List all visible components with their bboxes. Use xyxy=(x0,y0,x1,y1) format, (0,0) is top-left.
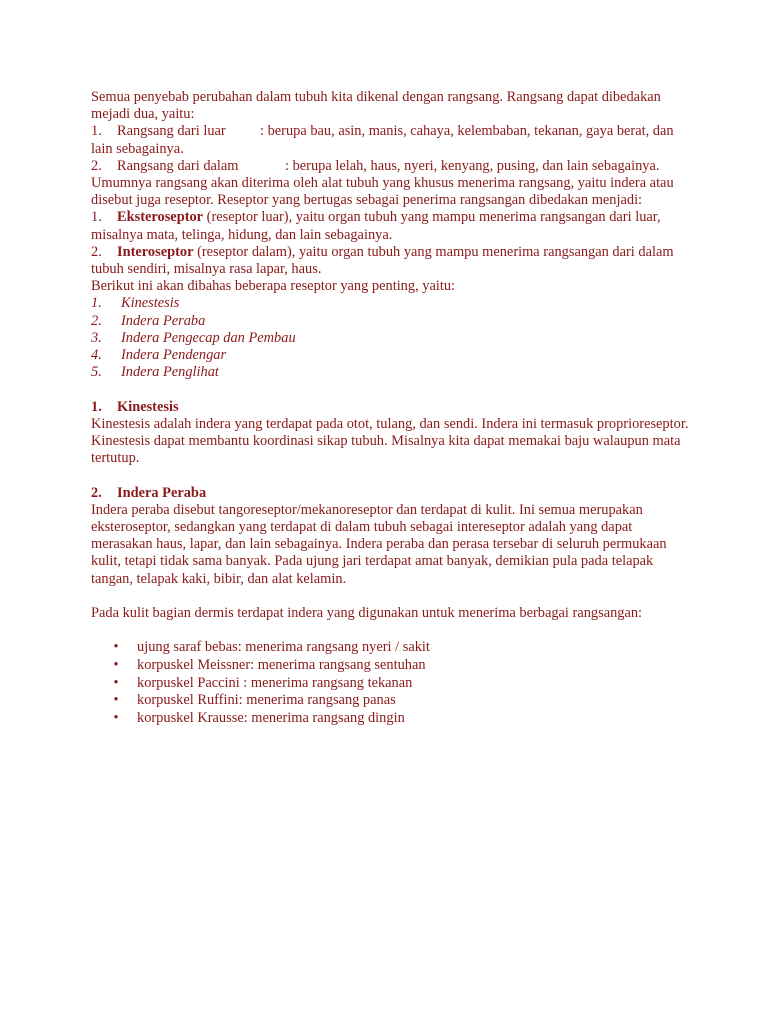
receptor-list-item-num: 3. xyxy=(91,329,102,346)
list-item-text: ujung saraf bebas: menerima rangsang nyeri / sakit xyxy=(137,639,430,656)
section-2-heading xyxy=(91,485,691,502)
receptor-list-item xyxy=(91,313,691,330)
list-item-text: korpuskel Paccini : menerima rangsang tekanan xyxy=(137,674,413,691)
stimulus-item-1 xyxy=(91,123,691,157)
receptor-list-item-label: Indera Pengecap dan Pembau xyxy=(121,329,296,346)
receptor-list-item-num: 4. xyxy=(91,347,102,364)
stimulus-item-1-label: Rangsang dari luar xyxy=(117,123,226,140)
section-2-num: 2. xyxy=(91,484,102,501)
stimulus-item-1-num: 1. xyxy=(91,123,102,140)
stimulus-item-2-text: : berupa lelah, haus, nyeri, kenyang, pusing, dan lain sebagainya. xyxy=(285,157,660,174)
stimulus-item-2-num: 2. xyxy=(91,157,102,174)
receptor-list-item xyxy=(91,364,691,381)
receptor-list-item-label: Indera Pendengar xyxy=(121,347,227,364)
bullet-icon: • xyxy=(113,639,119,656)
bullet-icon: • xyxy=(113,692,119,709)
receptor-item-1-num: 1. xyxy=(91,209,102,226)
list-item xyxy=(111,692,691,710)
section-1-num: 1. xyxy=(91,398,102,415)
receptor-list-item-num: 1. xyxy=(91,295,102,312)
important-receptors-intro: Berikut ini akan dibahas beberapa reseptor yang penting, yaitu: xyxy=(91,278,456,295)
intro-paragraph: Semua penyebab perubahan dalam tubuh kita dikenal dengan rangsang. Rangsang dapat dibedakan mejadi dua, yaitu: xyxy=(91,89,661,123)
list-item xyxy=(111,639,691,657)
receptor-list-item-label: Indera Penglihat xyxy=(121,364,219,381)
receptor-list-item-num: 2. xyxy=(91,312,102,329)
receptor-item-1-text: (reseptor luar), yaitu organ tubuh yang mampu menerima rangsangan dari luar, misalnya mata, telinga, hidung, dan lain sebagainya. xyxy=(91,209,661,243)
document-page xyxy=(91,89,691,727)
bullet-icon: • xyxy=(113,674,119,691)
section-2-body-2: Pada kulit bagian dermis terdapat indera yang digunakan untuk menerima berbagai rangsangan: xyxy=(91,605,643,622)
section-1-title: Kinestesis xyxy=(117,398,179,415)
stimulus-item-2 xyxy=(91,158,691,175)
receptor-list-item-label: Indera Peraba xyxy=(121,312,206,329)
dermis-receptor-list xyxy=(111,639,691,727)
receptor-item-1-term: Eksteroseptor xyxy=(117,209,204,226)
receptor-list-item xyxy=(91,295,691,312)
receptor-paragraph: Umumnya rangsang akan diterima oleh alat tubuh yang khusus menerima rangsang, yaitu indera atau disebut juga reseptor. Reseptor yang bertugas sebagai penerima rangsangan dibedakan menjadi: xyxy=(91,175,674,209)
stimulus-item-1-text: : berupa bau, asin, manis, cahaya, kelembaban, tekanan, gaya berat, dan lain sebagainya. xyxy=(91,123,674,157)
receptor-item-2-num: 2. xyxy=(91,243,102,260)
receptor-item-2 xyxy=(91,244,691,278)
list-item-text: korpuskel Meissner: menerima rangsang sentuhan xyxy=(137,657,426,674)
list-item xyxy=(111,710,691,728)
list-item-text: korpuskel Krausse: menerima rangsang dingin xyxy=(137,709,405,726)
section-1-body: Kinestesis adalah indera yang terdapat pada otot, tulang, dan sendi. Indera ini termasuk proprioreseptor. Kinestesis dapat membantu koordinasi sikap tubuh. Misalnya kita dapat memakai baju walaupun mata tertutup. xyxy=(91,415,689,467)
receptor-list-item-num: 5. xyxy=(91,364,102,381)
section-2-title: Indera Peraba xyxy=(117,484,207,501)
receptor-list-item xyxy=(91,347,691,364)
receptor-item-2-text: (reseptor dalam), yaitu organ tubuh yang mampu menerima rangsangan dari dalam tubuh sendiri, misalnya rasa lapar, haus. xyxy=(91,243,674,278)
section-1-heading xyxy=(91,399,691,416)
receptor-item-2-term: Interoseptor xyxy=(117,243,194,260)
bullet-icon: • xyxy=(113,657,119,674)
list-item xyxy=(111,657,691,675)
section-2-body: Indera peraba disebut tangoreseptor/mekanoreseptor dan terdapat di kulit. Ini semua merupakan eksteroseptor, sedangkan yang terdapat di dalam tubuh sebagai intereseptor adalah yang dapat merasakan haus, lapar, dan lain sebagainya. Indera peraba dan perasa tersebar di seluruh permukaan kulit, tetapi tidak sama banyak. Pada ujung jari terdapat amat banyak, demikian pula pada telapak tangan, telapak kaki, bibir, dan alat kelamin. xyxy=(91,501,667,587)
receptor-list-item-label: Kinestesis xyxy=(121,295,180,312)
list-item xyxy=(111,675,691,693)
list-item-text: korpuskel Ruffini: menerima rangsang panas xyxy=(137,692,396,709)
receptor-list-item xyxy=(91,330,691,347)
bullet-icon: • xyxy=(113,709,119,726)
stimulus-item-2-label: Rangsang dari dalam xyxy=(117,157,239,174)
receptor-item-1 xyxy=(91,209,691,243)
